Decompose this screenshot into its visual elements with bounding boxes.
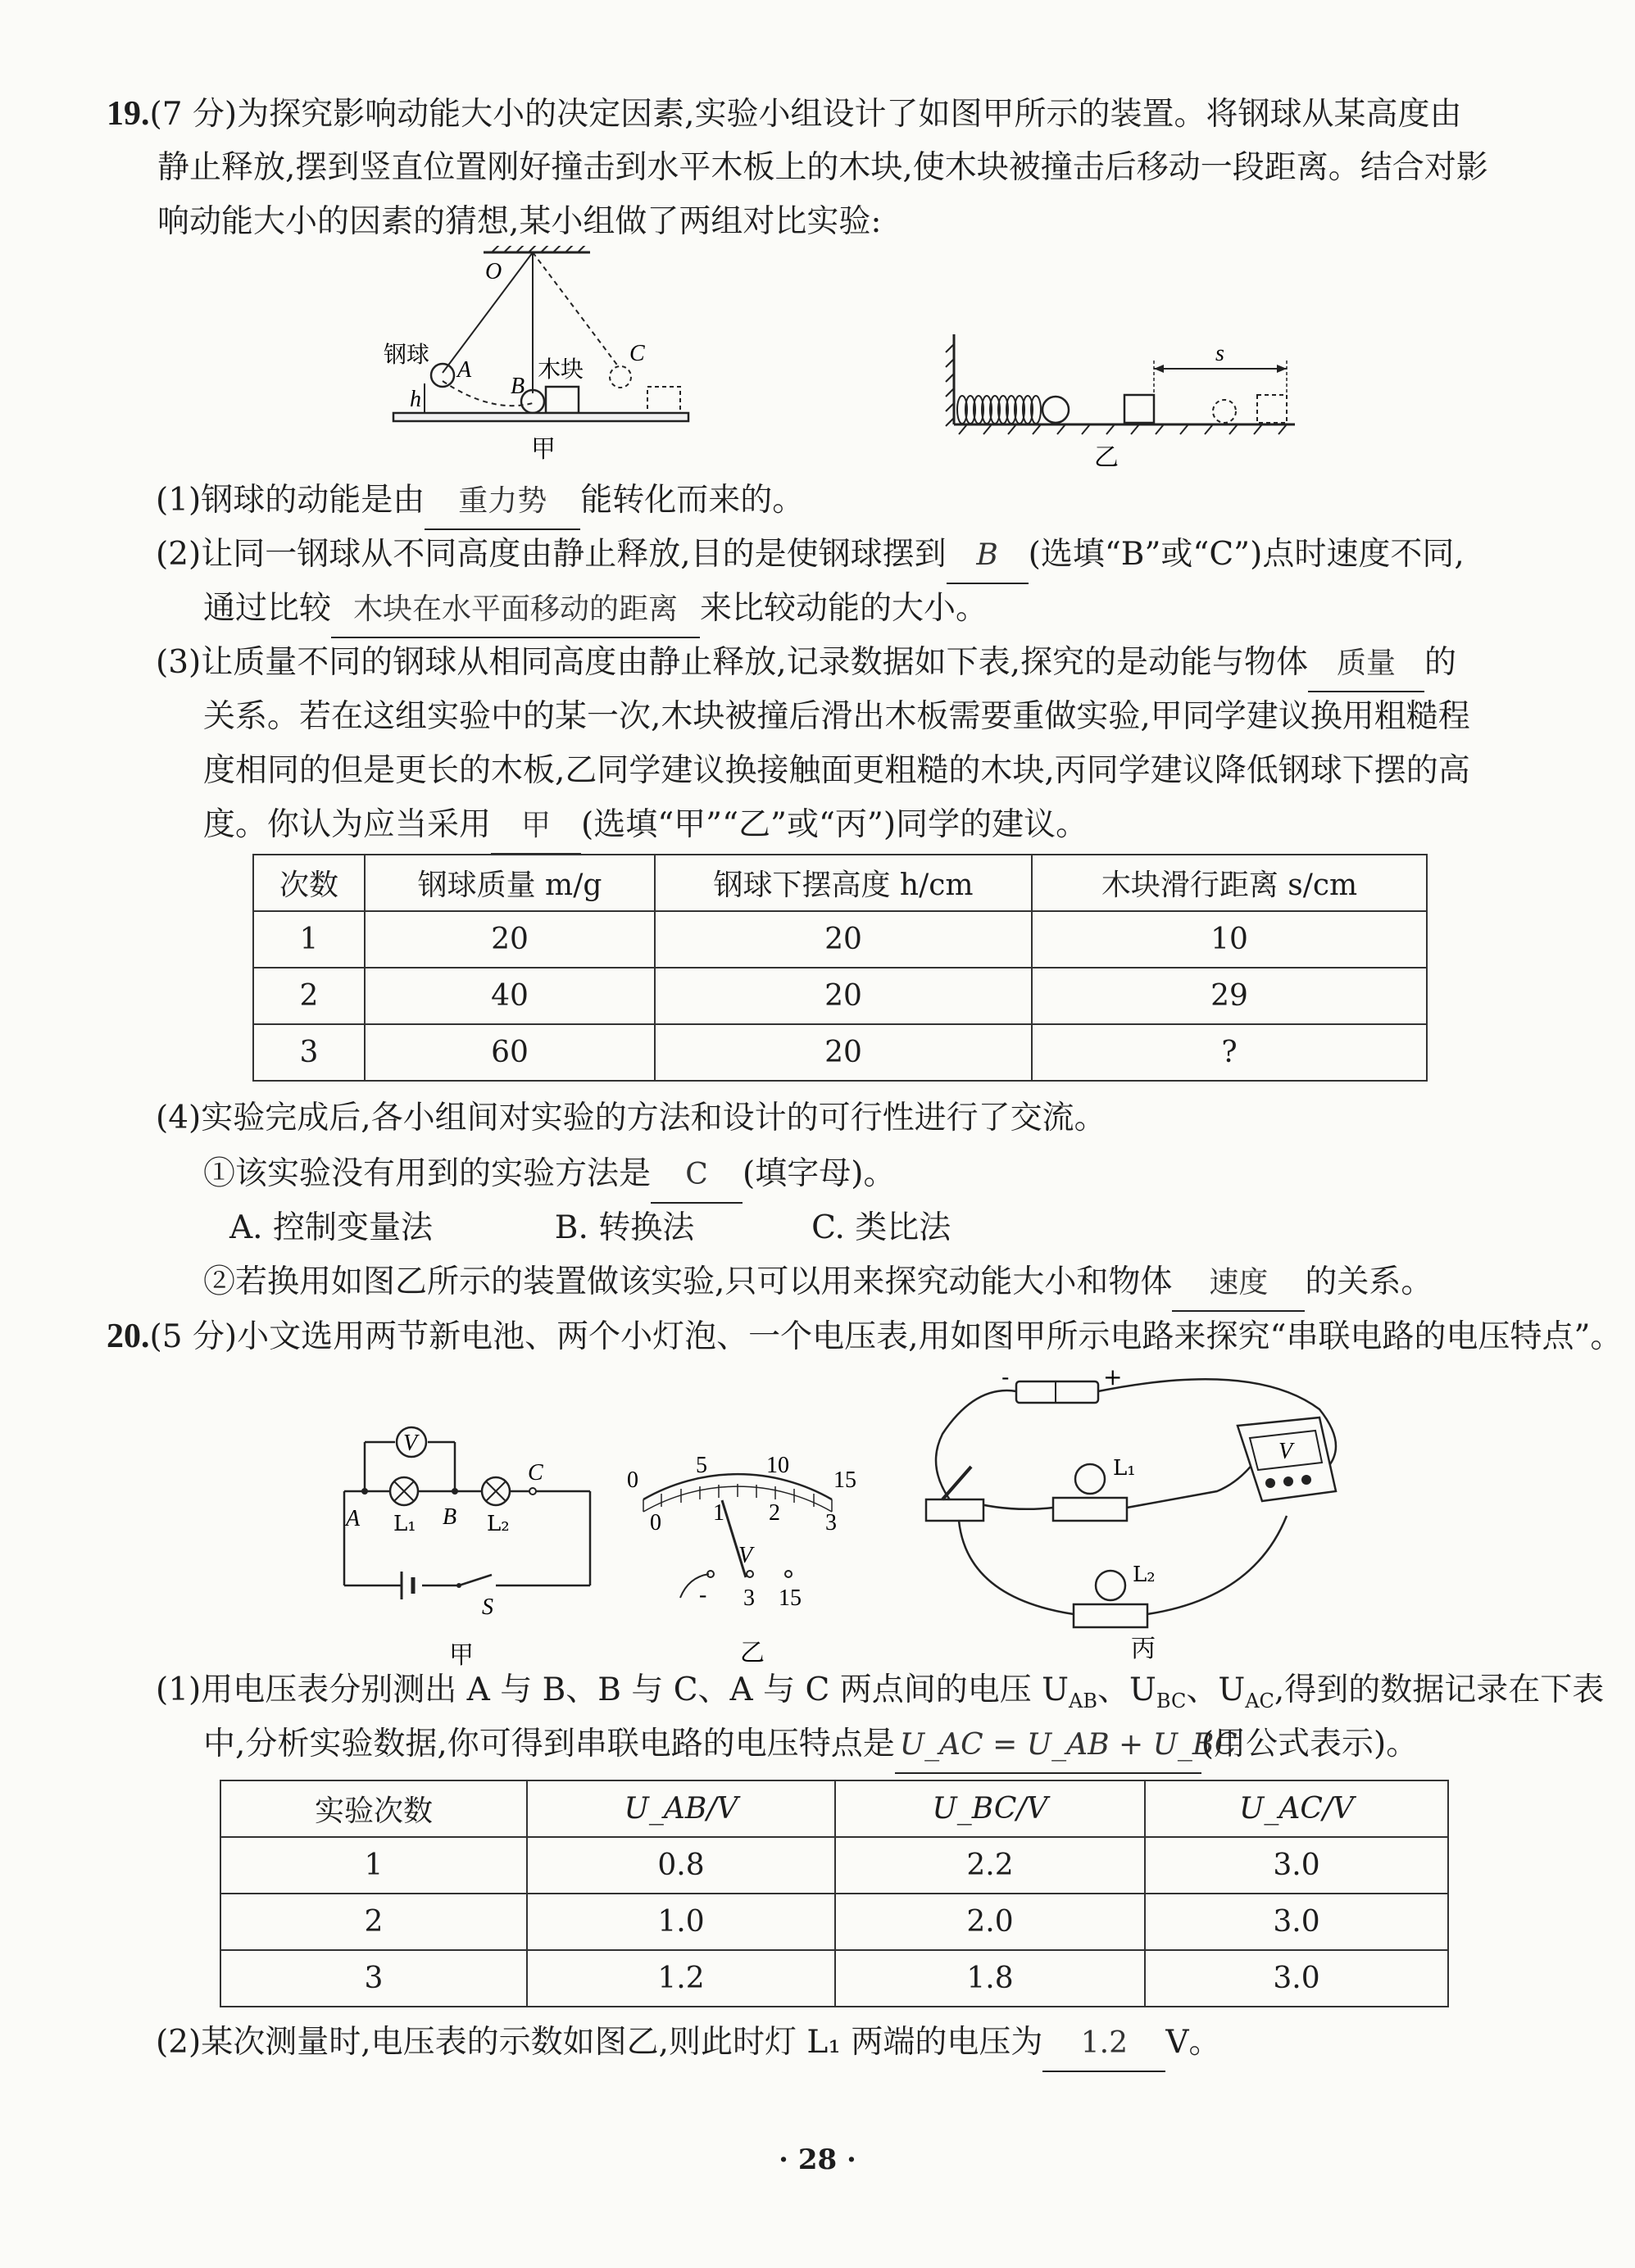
q20-figure-yi xyxy=(619,1422,865,1667)
q19-part3-line3: 度相同的但是更长的木板,乙同学建议换接触面更粗糙的木块,丙同学建议降低钢球下摆的高 xyxy=(203,752,1470,789)
q19-stem-line2: 静止释放,摆到竖直位置刚好撞击到水平木板上的木块,使木块被撞击后移动一段距离。结合对影 xyxy=(157,149,1488,186)
svg-text:L₂: L₂ xyxy=(1133,1563,1156,1587)
option-b: B. 转换法 xyxy=(554,1209,695,1246)
svg-text:L₂: L₂ xyxy=(487,1512,510,1536)
q20-part1-line2: 中,分析实验数据,你可得到串联电路的电压特点是 U_AC = U_AB + U_BC(用公式表示)。 xyxy=(203,1717,1418,1774)
svg-text:V: V xyxy=(738,1543,753,1568)
q19-stem-line1: 19.(7 分)为探究影响动能大小的决定因素,实验小组设计了如图甲所示的装置。将钢球从某高度由 xyxy=(107,95,1462,133)
option-c: C. 类比法 xyxy=(811,1209,951,1246)
svg-text:-: - xyxy=(1001,1363,1010,1390)
caption-bing: 丙 xyxy=(1131,1635,1156,1663)
q19-options xyxy=(229,1201,951,1255)
svg-text:A: A xyxy=(457,357,472,383)
svg-text:15: 15 xyxy=(833,1467,856,1493)
q20-stem: 20.(5 分)小文选用两节新电池、两个小灯泡、一个电压表,用如图甲所示电路来探究“串联电路的电压特点”。 xyxy=(107,1318,1623,1355)
svg-text:V: V xyxy=(1278,1439,1293,1464)
q19-number: 19. xyxy=(107,95,150,133)
ball xyxy=(1042,397,1069,423)
table-header-row: 次数 钢球质量 m/g 钢球下摆高度 h/cm 木块滑行距离 s/cm xyxy=(253,855,1427,911)
caption-yi: 乙 xyxy=(1094,443,1119,471)
svg-text:h: h xyxy=(410,387,421,412)
svg-text:s: s xyxy=(1215,341,1224,366)
svg-text:木块: 木块 xyxy=(538,356,584,383)
q19-part3-line4: 度。你认为应当采用 甲 (选填“甲”“乙”或“丙”)同学的建议。 xyxy=(203,798,1088,855)
q19-answer4b: 速度 xyxy=(1172,1256,1305,1312)
svg-text:+: + xyxy=(1103,1363,1123,1390)
table-row: 3 60 20 ? xyxy=(253,1024,1427,1081)
q19-table xyxy=(252,854,1428,1082)
caption-jia: 甲 xyxy=(531,435,556,464)
ball-B xyxy=(521,390,544,413)
svg-text:5: 5 xyxy=(696,1453,707,1478)
q19-part2: (2)让同一钢球从不同高度由静止释放,目的是使钢球摆到 B (选填“B”或“C”)点时速度不同, xyxy=(156,528,1465,584)
battery xyxy=(1016,1381,1098,1403)
q19-answer4a: C xyxy=(651,1148,743,1204)
table-row: 1 20 20 10 xyxy=(253,911,1427,968)
table-header-row: 实验次数 U_AB/V U_BC/V U_AC/V xyxy=(220,1780,1448,1837)
svg-text:1: 1 xyxy=(713,1500,724,1526)
svg-text:10: 10 xyxy=(766,1453,789,1478)
q19-part1: (1)钢球的动能是由 重力势 能转化而来的。 xyxy=(156,474,804,530)
q20-part1: (1)用电压表分别测出 A 与 B、B 与 C、A 与 C 两点间的电压 $U_{AB}$、$U_{BC}$、$U_{AC}$,得到的数据记录在下表 xyxy=(156,1672,1605,1712)
q20-part2: (2)某次测量时,电压表的示数如图乙,则此时灯 L₁ 两端的电压为 1.2 V。 xyxy=(156,2016,1221,2072)
block xyxy=(1124,395,1154,423)
q19-part4b: ②若换用如图乙所示的装置做该实验,只可以用来探究动能大小和物体 速度 的关系。 xyxy=(203,1255,1433,1312)
q19-answer3a: 质量 xyxy=(1308,637,1424,692)
switch xyxy=(459,1575,492,1585)
q20-figure-jia xyxy=(328,1418,606,1672)
svg-text:0: 0 xyxy=(627,1467,638,1493)
svg-text:0: 0 xyxy=(650,1510,661,1535)
svg-text:3: 3 xyxy=(825,1510,837,1535)
svg-text:2: 2 xyxy=(769,1500,780,1526)
q19-part4a: ①该实验没有用到的实验方法是 C (填字母)。 xyxy=(203,1147,895,1204)
ball-C xyxy=(610,366,631,388)
svg-text:C: C xyxy=(528,1460,543,1486)
spring xyxy=(957,396,1041,424)
lamp-L2 xyxy=(1074,1604,1147,1627)
caption-jia: 甲 xyxy=(449,1641,474,1670)
q20-answer2: 1.2 xyxy=(1042,2016,1165,2072)
q19-stem-line3: 响动能大小的因素的猜想,某小组做了两组对比实验: xyxy=(157,203,882,240)
q19-answer1: 重力势 xyxy=(425,474,580,530)
svg-text:C: C xyxy=(629,341,645,366)
q20-table xyxy=(220,1780,1449,2007)
page-number: · 28 · xyxy=(779,2143,856,2176)
svg-text:L₁: L₁ xyxy=(393,1512,416,1536)
svg-text:15: 15 xyxy=(779,1585,802,1611)
label-O: O xyxy=(485,259,502,284)
q19-figure-jia xyxy=(377,246,705,467)
q20-number: 20. xyxy=(107,1318,150,1355)
q19-part3: (3)让质量不同的钢球从相同高度由静止释放,记录数据如下表,探究的是动能与物体 质量 的 xyxy=(156,636,1456,692)
q19-answer3b: 甲 xyxy=(491,799,581,855)
svg-text:-: - xyxy=(699,1582,707,1608)
lamp-L1 xyxy=(1053,1498,1127,1521)
table-row: 3 1.2 1.8 3.0 xyxy=(220,1950,1448,2007)
q20-answer1: U_AC = U_AB + U_BC xyxy=(895,1718,1201,1774)
table-row: 1 0.8 2.2 3.0 xyxy=(220,1837,1448,1894)
svg-text:3: 3 xyxy=(743,1585,755,1611)
label-ball: 钢球 xyxy=(384,341,430,368)
q19-figure-yi xyxy=(942,328,1303,471)
table-row: 2 1.0 2.0 3.0 xyxy=(220,1894,1448,1950)
caption-yi: 乙 xyxy=(740,1639,765,1667)
switch xyxy=(926,1499,983,1521)
q19-answer2b: 木块在水平面移动的距离 xyxy=(331,583,700,638)
q19-answer2a: B xyxy=(947,528,1029,584)
svg-text:V: V xyxy=(403,1431,418,1456)
ball-A xyxy=(431,364,454,387)
option-a: A. 控制变量法 xyxy=(229,1209,433,1246)
svg-text:S: S xyxy=(482,1594,493,1620)
q19-part2-line2: 通过比较 木块在水平面移动的距离 来比较动能的大小。 xyxy=(203,582,988,638)
svg-text:B: B xyxy=(511,374,525,399)
wood-block xyxy=(546,387,579,413)
q19-part4: (4)实验完成后,各小组间对实验的方法和设计的可行性进行了交流。 xyxy=(156,1100,1106,1136)
q20-figure-bing xyxy=(910,1360,1369,1663)
table-row: 2 40 20 29 xyxy=(253,968,1427,1024)
q19-part3-line2: 关系。若在这组实验中的某一次,木块被撞后滑出木板需要重做实验,甲同学建议换用粗糙程 xyxy=(203,698,1470,735)
svg-text:B: B xyxy=(443,1504,457,1530)
svg-text:L₁: L₁ xyxy=(1113,1456,1136,1481)
svg-text:A: A xyxy=(346,1506,361,1531)
